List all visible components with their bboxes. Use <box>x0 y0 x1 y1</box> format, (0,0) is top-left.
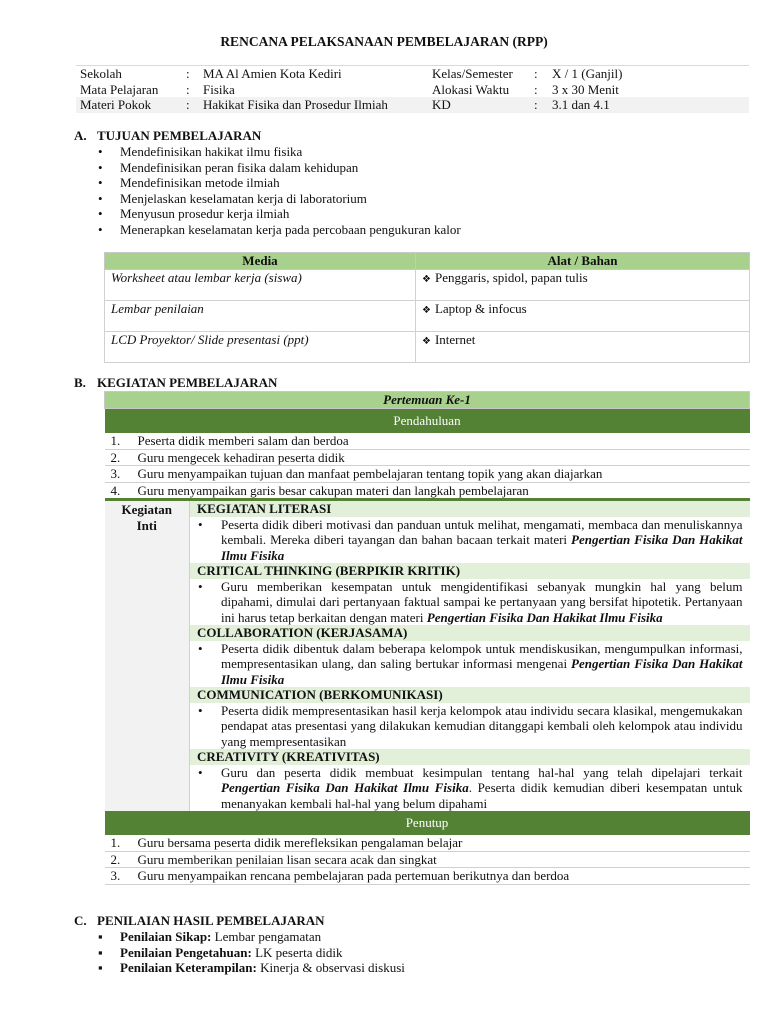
section-c-heading <box>74 913 325 929</box>
identity-row <box>76 65 749 82</box>
paragraph-text: Guru memberikan kesempatan untuk mengidentifikasi sebanyak mungkin hal yang belum dipahami, dimulai dari pertanyaan faktual sampai ke pertanyaan yang bersifat hipotetik. Pertanyaan ini harus tetap berkaitan dengan materi <box>221 578 743 625</box>
bullet-icon: • <box>198 702 203 718</box>
creativity-paragraph <box>190 765 750 812</box>
paragraph-text: Peserta didik mempresentasikan hasil kerja kelompok atau individu secara klasikal, mengemukakan pendapat atas presentasi yang dilakukan kemudian ditanggapi kembali oleh kelompok atau individu yang mempresentasikan <box>221 702 743 749</box>
identity-label: Kelas/Semester <box>432 66 513 81</box>
section-letter: B. <box>74 375 86 390</box>
row-number: 2. <box>110 851 121 867</box>
bullet-icon: • <box>98 190 103 206</box>
section-a-heading <box>74 128 261 144</box>
penutup-band: Penutup <box>105 811 750 835</box>
bullet-icon: • <box>98 221 103 237</box>
table-row <box>105 449 750 466</box>
diamond-bullet-icon: ❖ <box>422 304 431 316</box>
tujuan-list <box>96 144 461 237</box>
row-number: 1. <box>110 835 121 850</box>
row-text: Guru menyampaikan rencana pembelajaran pada pertemuan berikutnya dan berdoa <box>137 868 570 883</box>
table-row <box>105 482 750 500</box>
penilaian-value: LK peserta didik <box>251 944 343 960</box>
collaboration-paragraph <box>190 641 750 688</box>
column-header-alat: Alat / Bahan <box>416 253 750 270</box>
list-item <box>96 945 405 961</box>
identity-label: KD <box>432 97 451 112</box>
identity-colon: : <box>534 81 538 97</box>
diamond-bullet-icon: ❖ <box>422 273 431 285</box>
inti-label-line: Inti <box>136 517 157 533</box>
table-row <box>105 466 750 483</box>
emphasis-text: Pengertian Fisika Dan Hakikat Ilmu Fisika <box>221 532 743 563</box>
identity-colon: : <box>534 97 538 112</box>
list-item <box>96 960 405 976</box>
bullet-icon: • <box>98 175 103 190</box>
bullet-icon: • <box>198 640 203 656</box>
penilaian-list <box>96 929 405 976</box>
penilaian-value: Kinerja & observasi diskusi <box>256 960 405 975</box>
row-text: Guru mengecek kehadiran peserta didik <box>137 449 345 465</box>
list-item-text: Mendefinisikan peran fisika dalam kehidupan <box>120 159 359 175</box>
communication-paragraph <box>190 703 750 750</box>
alat-text: Penggaris, spidol, papan tulis <box>434 269 588 285</box>
alat-cell <box>416 300 750 331</box>
identity-label: Sekolah <box>80 66 122 81</box>
row-text: Guru menyampaikan tujuan dan manfaat pembelajaran tentang topik yang akan diajarkan <box>137 466 603 481</box>
list-item <box>96 191 461 207</box>
row-text: Guru bersama peserta didik merefleksikan pengalaman belajar <box>137 835 463 850</box>
paragraph-text: . Peserta didik kemudian diberi kesempatan untuk menanyakan kembali hal-hal yang belum dipahami <box>221 780 743 811</box>
kegiatan-inti-body <box>190 500 750 812</box>
media-table <box>104 252 750 363</box>
list-item-text: Menerapkan keselamatan kerja pada percobaan pengukuran kalor <box>120 221 461 237</box>
table-row <box>105 868 750 885</box>
bullet-icon: • <box>198 516 203 532</box>
list-item <box>96 206 461 222</box>
kegiatan-inti-label <box>105 500 190 812</box>
table-row <box>105 851 750 868</box>
list-item <box>96 160 461 176</box>
page-title: RENCANA PELAKSANAAN PEMBELAJARAN (RPP) <box>220 34 548 49</box>
list-item <box>96 222 461 238</box>
alat-text: Internet <box>434 331 476 347</box>
emphasis-text: Pengertian Fisika Dan Hakikat Ilmu Fisika <box>221 780 469 795</box>
section-letter: C. <box>74 913 87 928</box>
alat-text: Laptop & infocus <box>434 300 527 316</box>
alat-cell <box>416 269 750 300</box>
bullet-icon: • <box>198 578 203 594</box>
identity-label: Mata Pelajaran <box>80 81 159 97</box>
identity-value: X / 1 (Ganjil) <box>552 66 623 81</box>
identity-value: 3.1 dan 4.1 <box>552 97 610 112</box>
table-row <box>105 269 750 300</box>
square-bullet-icon: ▪ <box>98 929 103 944</box>
media-cell: Worksheet atau lembar kerja (siswa) <box>105 269 416 300</box>
penilaian-label: Penilaian Sikap: <box>120 929 212 944</box>
identity-value: Fisika <box>203 81 235 97</box>
literasi-paragraph <box>190 517 750 564</box>
emphasis-text: Pengertian Fisika Dan Hakikat Ilmu Fisika <box>221 656 743 687</box>
media-cell: Lembar penilaian <box>105 300 416 331</box>
critical-heading: CRITICAL THINKING (BERPIKIR KRITIK) <box>190 563 750 579</box>
identity-colon: : <box>534 66 538 81</box>
identity-table <box>76 65 749 113</box>
bullet-icon: • <box>198 764 203 780</box>
list-item-text: Mendefinisikan metode ilmiah <box>120 175 280 190</box>
bullet-icon: • <box>98 206 103 221</box>
section-title: KEGIATAN PEMBELAJARAN <box>97 375 278 390</box>
list-item <box>96 929 405 945</box>
kegiatan-table <box>104 391 750 885</box>
identity-label: Alokasi Waktu <box>432 81 510 97</box>
row-number: 4. <box>110 482 121 498</box>
alat-cell <box>416 331 750 362</box>
inti-label-line: Kegiatan <box>121 502 173 517</box>
list-item-text: Mendefinisikan hakikat ilmu fisika <box>120 144 303 159</box>
table-row <box>105 300 750 331</box>
list-item-text: Menyusun prosedur kerja ilmiah <box>120 206 290 221</box>
row-number: 3. <box>110 868 121 883</box>
identity-value: Hakikat Fisika dan Prosedur Ilmiah <box>203 97 388 112</box>
row-number: 1. <box>110 433 121 448</box>
identity-row <box>76 97 749 113</box>
list-item-text: Menjelaskan keselamatan kerja di laboratorium <box>120 190 367 206</box>
pendahuluan-band: Pendahuluan <box>105 409 750 434</box>
literasi-heading: KEGIATAN LITERASI <box>190 501 750 517</box>
penilaian-value: Lembar pengamatan <box>211 929 322 944</box>
identity-colon: : <box>186 66 190 81</box>
table-row <box>105 331 750 362</box>
list-item <box>96 144 461 160</box>
section-title: TUJUAN PEMBELAJARAN <box>97 128 262 143</box>
bullet-icon: • <box>98 159 103 175</box>
identity-value: MA Al Amien Kota Kediri <box>203 66 342 81</box>
penilaian-label: Penilaian Pengetahuan: <box>120 944 252 960</box>
section-title: PENILAIAN HASIL PEMBELAJARAN <box>97 913 325 928</box>
diamond-bullet-icon: ❖ <box>422 335 431 347</box>
section-letter: A. <box>74 128 87 143</box>
section-b-heading <box>74 375 277 391</box>
row-number: 3. <box>110 466 121 481</box>
identity-row <box>76 82 749 98</box>
identity-colon: : <box>186 81 190 97</box>
media-table-header <box>105 253 750 270</box>
bullet-icon: • <box>98 144 103 159</box>
critical-paragraph <box>190 579 750 626</box>
identity-label: Materi Pokok <box>80 97 152 112</box>
table-row <box>105 433 750 449</box>
emphasis-text: Pengertian Fisika Dan Hakikat Ilmu Fisika <box>426 609 663 625</box>
row-text: Guru menyampaikan garis besar cakupan materi dan langkah pembelajaran <box>137 482 529 498</box>
row-text: Guru memberikan penilaian lisan secara acak dan singkat <box>137 851 437 867</box>
square-bullet-icon: ▪ <box>98 960 103 975</box>
paragraph-text: Guru dan peserta didik membuat kesimpulan tentang hal-hal yang telah dipelajari terkait <box>221 764 743 780</box>
identity-value: 3 x 30 Menit <box>552 81 619 97</box>
penilaian-label: Penilaian Keterampilan: <box>120 960 257 975</box>
row-text: Peserta didik memberi salam dan berdoa <box>137 433 349 448</box>
communication-heading: COMMUNICATION (BERKOMUNIKASI) <box>190 687 750 703</box>
row-number: 2. <box>110 449 121 465</box>
table-row <box>105 835 750 851</box>
paragraph-text: Peserta didik diberi motivasi dan panduan untuk melihat, mengamati, membaca dan menuliskannya kembali. Mereka diberi tayangan dan bahan bacaan terkait materi <box>221 516 743 547</box>
paragraph-text: Peserta didik dibentuk dalam beberapa kelompok untuk mendiskusikan, mengumpulkan informasi, mempresentasikan ulang, dan saling bertukar informasi mengenai <box>221 640 743 671</box>
square-bullet-icon: ▪ <box>98 944 103 960</box>
identity-colon: : <box>186 97 190 112</box>
collaboration-heading: COLLABORATION (KERJASAMA) <box>190 625 750 641</box>
list-item <box>96 175 461 191</box>
column-header-media: Media <box>105 253 416 270</box>
creativity-heading: CREATIVITY (KREATIVITAS) <box>190 749 750 765</box>
pertemuan-header: Pertemuan Ke-1 <box>105 392 750 409</box>
media-cell: LCD Proyektor/ Slide presentasi (ppt) <box>105 331 416 362</box>
